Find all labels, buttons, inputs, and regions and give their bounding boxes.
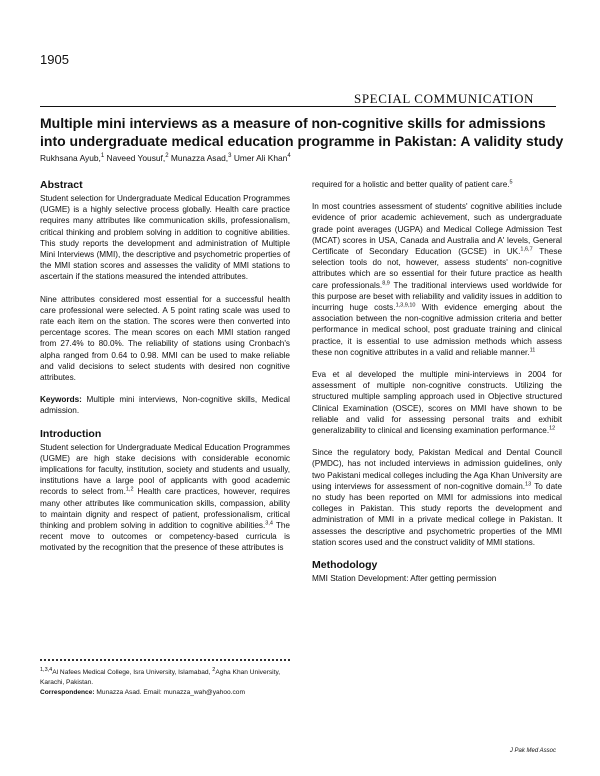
affiliation-marker: 2 — [212, 667, 216, 673]
page-number: 1905 — [40, 52, 69, 67]
body-paragraph — [312, 201, 562, 358]
footnote — [40, 665, 290, 698]
body-paragraph — [312, 179, 562, 190]
correspondence-label: Correspondence: — [40, 689, 95, 697]
body-paragraph — [312, 447, 562, 548]
correspondence-text: Munazza Asad. Email: munazza_wah@yahoo.com — [94, 689, 245, 697]
text-run: Health care practices, however, requires many other attributes like communication skills, compassion, ability to maintain dignity and respect of patient, professionalism, critical thinking and problem solving in addition to cognitive abilities. — [40, 487, 291, 531]
text-run: These selection tools do not, however, assess students' non-cognitive attributes which are so essential for their future practice as health care professionals. — [312, 247, 562, 290]
text-run: required for a holistic and better quality of patient care. — [312, 180, 510, 189]
section-label: SPECIAL COMMUNICATION — [354, 91, 535, 106]
author-affiliation: 1 — [100, 153, 105, 160]
article-title: Multiple mini interviews as a measure of non-cognitive skills for admissions into undergraduate medical education programme in Pakistan: A validity study — [40, 115, 564, 149]
author-affiliation: 3 — [228, 153, 232, 160]
keywords — [40, 394, 290, 416]
text-run: Student selection for Undergraduate Medical Education Programmes (UGME) are high stake decisions with considerable economic implications for faculty, institution, society and students and usually, institutions have a large pool of applicants with good academic records to select from. — [40, 442, 290, 497]
introduction-heading: Introduction — [40, 427, 102, 440]
citation: 1,6,7 — [520, 246, 533, 253]
journal-name: J Pak Med Assoc — [509, 748, 556, 754]
affiliation-text: Agha Khan University, Karachi, Pakistan. — [40, 669, 281, 687]
right-column — [312, 179, 562, 595]
text-run: Eva et al developed the multiple mini-interviews in 2004 for assessment of multiple non-cognitive constructs. Utilizing the structured multiple sampling approach used in Objective structured Clinical Examination (OSCE), scores on MMI have shown to be reliable and valid for assessing personal traits and exhibit generalizability to clinical and licensing examination performance. — [312, 370, 562, 436]
citation: 8,9 — [382, 279, 390, 286]
citation: 12 — [549, 425, 556, 432]
methodology-heading: Methodology — [312, 559, 378, 572]
citation: 11 — [529, 347, 536, 354]
author-name: Munazza Asad, — [170, 153, 229, 163]
text-run: In most countries assessment of students' cognitive abilities include evidence of prior academic achievement, such as undergraduate grade point averages (UGPA) and Medical College Admission Test (MCAT) scores in USA, Canada and Australia and A' levels, General Certificate of Secondary Education (GCSE) in UK. — [312, 202, 562, 257]
citation: 13 — [525, 481, 532, 488]
introduction-paragraph — [40, 442, 290, 554]
footnote-separator — [40, 659, 290, 661]
body-paragraph: MMI Station Development: After getting permission — [312, 574, 497, 584]
citation: 3,4 — [265, 520, 273, 527]
abstract-paragraph: Student selection for Undergraduate Medical Education Programmes (UGME) is a highly selective process globally. Health care practice requires many attributes like communication skills, professionalism, critical thinking and problem solving in addition to cognitive abilities. This study reports the development and administration of Multiple Mini Interviews (MMI), the descriptive and psychometric properties of the MMI station scores and assesses the validity of MMI stations to ascertain if the stations measured the intended attributes. — [40, 194, 290, 282]
citation: 1,3,9,10 — [395, 302, 416, 309]
author-name: Naveed Yousuf, — [106, 153, 166, 163]
header-rule — [40, 106, 556, 107]
keywords-label: Keywords: — [40, 395, 82, 405]
left-column — [40, 179, 290, 565]
text-run: With evidence emerging about the association between the non-cognitive admission criteria and better performance in medical school, post graduate training and clinical practice, it is essential to use admission methods which assess these non cognitive attributes in a valid and reliable manner. — [312, 303, 563, 357]
author-name: Umer Ali Khan — [233, 153, 288, 163]
author-affiliation: 4 — [287, 153, 291, 160]
text-run: The traditional interviews used worldwide for this purpose are beset with reliability and validity issues in addition to incurring huge costs. — [312, 280, 562, 313]
author-name: Rukhsana Ayub, — [40, 153, 101, 163]
citation: 5 — [509, 179, 513, 186]
text-run: The recent move to outcomes or competency-based curricula is motivated by the recognition that the presence of these attributes is — [40, 521, 290, 553]
keywords-text: Multiple mini interviews, Non-cognitive skills, Medical admission. — [40, 395, 290, 416]
body-paragraph — [312, 369, 562, 436]
citation: 1,2 — [125, 486, 134, 493]
text-run: To date no study has been reported on MMI for admissions into medical colleges in Pakistan. This study reports the development and administration of MMI in a private medical college in Pakistan. It assesses the descriptive and psychometric properties of the MMI station scores used and the construct validity of MMI stations. — [312, 481, 562, 547]
abstract-heading: Abstract — [40, 179, 83, 191]
author-affiliation: 2 — [165, 153, 169, 160]
text-run: Since the regulatory body, Pakistan Medical and Dental Council (PMDC), has not included interviews in admission guidelines, only two Pakistani medical colleges including the Aga Khan University are using interviews for assessment of non-cognitive domain. — [312, 448, 562, 491]
affiliation-marker: 1,3,4 — [40, 667, 53, 673]
abstract-paragraph: Nine attributes considered most essential for a successful health care professional were selected. A 5 point rating scale was used to rate each item on the station. The scores were then converted into percentage scores. The mean scores on each MMI station ranged from 27.4% to 80.0%. The reliability of stations using Cronbach's alpha ranged from 0.64 to 0.98. MMI can be used to make reliable and valid decisions to select students with desired non cognitive attributes. — [40, 294, 290, 383]
affiliation-text: Al Nafees Medical College, Isra University, Islamabad, — [52, 669, 213, 677]
author-list — [40, 153, 560, 163]
